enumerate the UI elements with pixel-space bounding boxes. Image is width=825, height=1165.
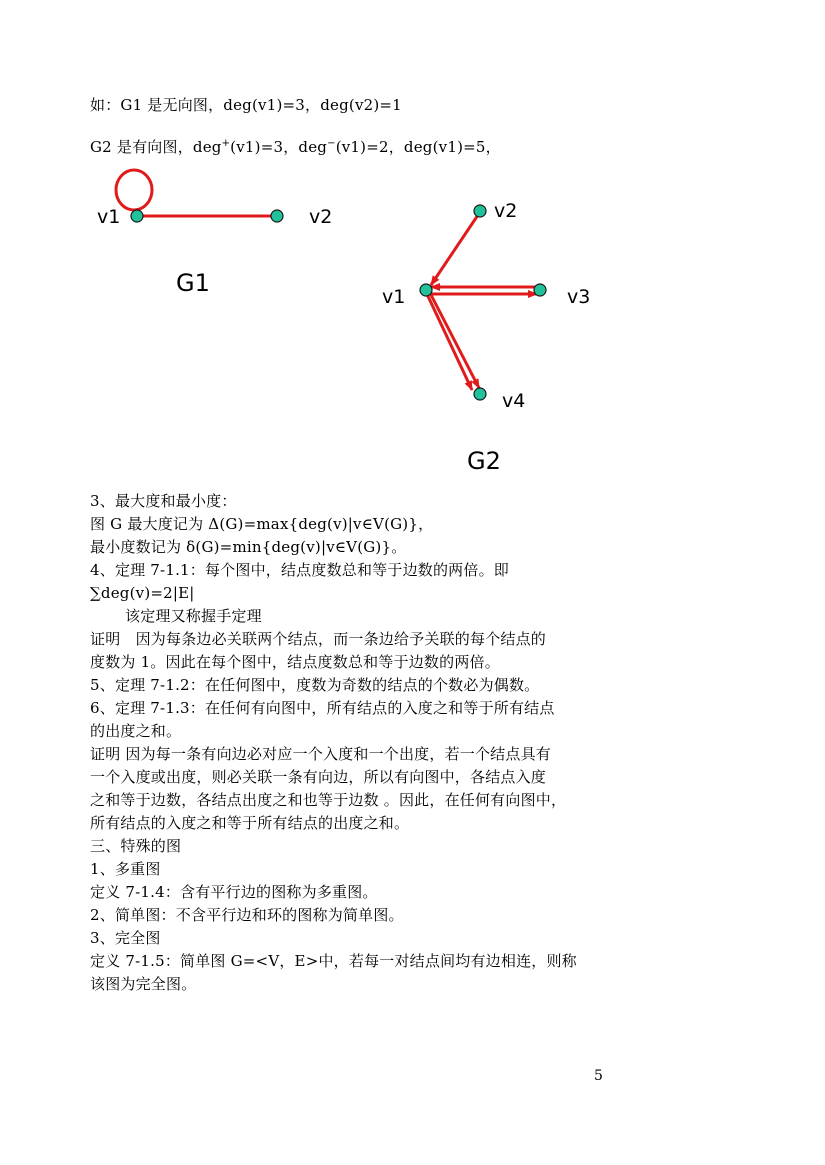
section-max-min-degree: 3、最大度和最小度：	[90, 492, 237, 510]
g2-edge-v2-v1	[431, 212, 480, 285]
theorem-7-1-3-line-2: 的出度之和。	[90, 722, 182, 740]
proof2-line-2: 一个入度或出度，则必关联一条有向边，所以有向图中，各结点入度	[90, 768, 547, 786]
theorem-7-1-1: 4、定理 7-1.1：每个图中，结点度数总和等于边数的两倍。即	[90, 561, 509, 579]
page-number: 5	[594, 1068, 603, 1084]
complete-graph-heading: 3、完全图	[90, 929, 161, 947]
g2-node-v2	[474, 205, 486, 217]
min-degree-definition: 最小度数记为 δ(G)=min{deg(v)|v∈V(G)}。	[90, 538, 407, 556]
theorem-7-1-3-line-1: 6、定理 7-1.3：在任何有向图中，所有结点的入度之和等于所有结点	[90, 699, 555, 717]
theorem-7-1-2: 5、定理 7-1.2：在任何图中，度数为奇数的结点的个数必为偶数。	[90, 676, 540, 694]
g1-title: G1	[176, 269, 210, 297]
graph-g1	[97, 170, 332, 297]
g2-node-v3	[534, 284, 546, 296]
proof2-line-3: 之和等于边数，各结点出度之和也等于边数 。因此，在任何有向图中，	[90, 791, 567, 809]
definition-7-1-5-line-2: 该图为完全图。	[90, 975, 197, 993]
g2-title: G2	[467, 447, 501, 475]
g2-label-v1: v1	[382, 286, 406, 308]
g1-node-v1	[131, 210, 143, 222]
proof-line-1: 证明 因为每条边必关联两个结点，而一条边给予关联的每个结点的	[90, 630, 547, 648]
g1-label-v1: v1	[97, 206, 121, 228]
superscript-plus: +	[221, 138, 231, 149]
g2-label-v4: v4	[502, 390, 526, 412]
g2-desc-mid1: (v1)=3，deg	[230, 138, 328, 156]
g2-edge-v1-v4-a	[426, 292, 472, 390]
g2-label-v2: v2	[494, 200, 518, 222]
definition-7-1-4: 定义 7-1.4：含有平行边的图称为多重图。	[90, 883, 378, 901]
simple-graph-definition: 2、简单图：不含平行边和环的图称为简单图。	[90, 906, 404, 924]
graph-g2	[382, 200, 590, 475]
g1-node-v2	[271, 210, 283, 222]
g2-node-v1	[420, 284, 432, 296]
definition-7-1-5-line-1: 定义 7-1.5：简单图 G=<V，E>中，若每一对结点间均有边相连，则称	[90, 952, 577, 970]
proof2-line-1: 证明 因为每一条有向边必对应一个入度和一个出度，若一个结点具有	[90, 745, 551, 763]
proof-line-2: 度数为 1。因此在每个图中，结点度数总和等于边数的两倍。	[90, 653, 500, 671]
g2-label-v3: v3	[567, 286, 591, 308]
section-special-graphs: 三、特殊的图	[90, 837, 182, 855]
g2-edge-v1-v4-b	[428, 289, 479, 388]
g2-node-v4	[474, 388, 486, 400]
handshake-name: 该定理又称握手定理	[125, 607, 262, 625]
g1-label-v2: v2	[309, 206, 333, 228]
g2-desc-mid2: (v1)=2，deg(v1)=5，	[335, 138, 501, 156]
g2-desc-prefix: G2 是有向图，deg	[90, 138, 222, 156]
g1-description: 如：G1 是无向图，deg(v1)=3，deg(v2)=1	[90, 96, 402, 114]
max-degree-definition: 图 G 最大度记为 Δ(G)=max{deg(v)|v∈V(G)}，	[90, 515, 434, 533]
handshake-formula: ∑deg(v)=2|E|	[90, 584, 195, 602]
g1-loop-v1	[116, 170, 152, 210]
multigraph-heading: 1、多重图	[90, 860, 161, 878]
graph-figure	[0, 0, 825, 500]
proof2-line-4: 所有结点的入度之和等于所有结点的出度之和。	[90, 814, 410, 832]
superscript-minus: −	[327, 138, 336, 149]
